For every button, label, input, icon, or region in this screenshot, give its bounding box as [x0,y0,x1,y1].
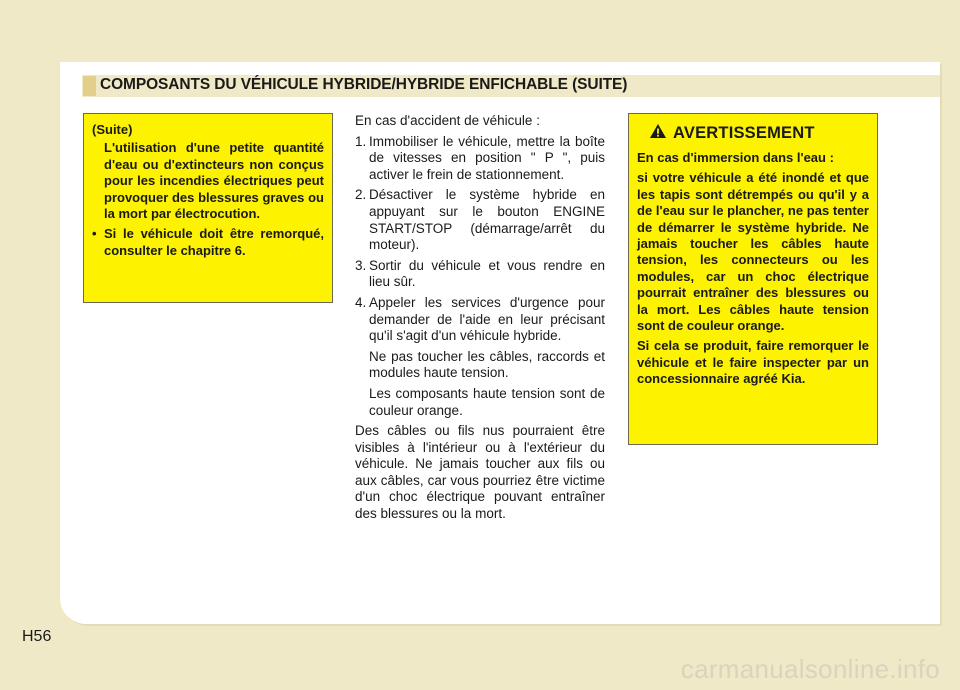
list-item-number: 4. [355,294,367,310]
sub-note: Les composants haute tension sont de couleur orange. [369,385,605,418]
warning-header [649,122,869,144]
list-item-number: 2. [355,187,367,203]
warning-paragraph-1: si votre véhicule a été inondé et que les tapis sont détrempés ou qu'il y a de l'eau sur le plancher, ne pas tenter de démarrer le système hybride. Ne jamais toucher les câbles haute tension, les connecteurs ou les modules, car un choc électrique pourrait entraîner des blessures ou la mort. Les câbles haute tension sont de couleur orange. [637,170,869,334]
page-number: H56 [22,628,52,645]
list-item [355,134,605,184]
bullet-icon: • [92,226,97,242]
warning-paragraph-2: Si cela se produit, faire remorquer le véhicule et le faire inspecter par un concessionnaire agréé Kia. [637,338,869,387]
accident-intro: En cas d'accident de véhicule : [355,113,540,128]
sub-note: Ne pas toucher les câbles, raccords et modules haute tension. [369,348,605,381]
list-item [355,187,605,253]
warning-box [628,113,878,445]
list-item-text: Immobiliser le véhicule, mettre la boîte de vitesses en position " P ", puis activer le frein de stationnement. [369,133,605,182]
caution-box-bullet [92,226,324,259]
warning-subtitle: En cas d'immersion dans l'eau : [637,150,834,165]
caution-box-continued [83,113,333,303]
warning-triangle-icon [649,123,667,144]
section-title: COMPOSANTS DU VÉHICULE HYBRIDE/HYBRIDE ENFICHABLE (SUITE) [100,76,628,93]
list-item [355,295,605,345]
list-item-number: 1. [355,133,367,149]
list-item-text: Désactiver le système hybride en appuyant sur le bouton ENGINE START/STOP (démarrage/arrêt du moteur). [369,187,605,253]
list-item [355,258,605,291]
list-item-text: Sortir du véhicule et vous rendre en lieu sûr. [369,257,605,290]
closing-paragraph: Des câbles ou fils nus pourraient être visibles à l'intérieur ou à l'extérieur du véhicule. Ne jamais toucher aux fils ou aux câbles, car vous pourriez être victime d'un choc électrique pouvant entraîner des blessures ou la mort. [355,423,605,522]
caution-box-paragraph: L'utilisation d'une petite quantité d'eau ou d'extincteurs non conçus pour les incendies électriques peut provoquer des blessures graves ou la mort par électrocution. [104,140,324,222]
list-item-text: Appeler les services d'urgence pour demander de l'aide en leur précisant qu'il s'agit d'un véhicule hybride. [369,294,605,344]
caution-box-bullet-text: Si le véhicule doit être remorqué, consulter le chapitre 6. [104,226,324,258]
watermark: carmanualsonline.info [680,654,940,684]
accident-instructions [355,113,605,527]
warning-title: AVERTISSEMENT [673,123,815,142]
list-item-number: 3. [355,257,367,273]
section-header-accent [83,76,96,96]
caution-box-heading: (Suite) [92,122,133,137]
